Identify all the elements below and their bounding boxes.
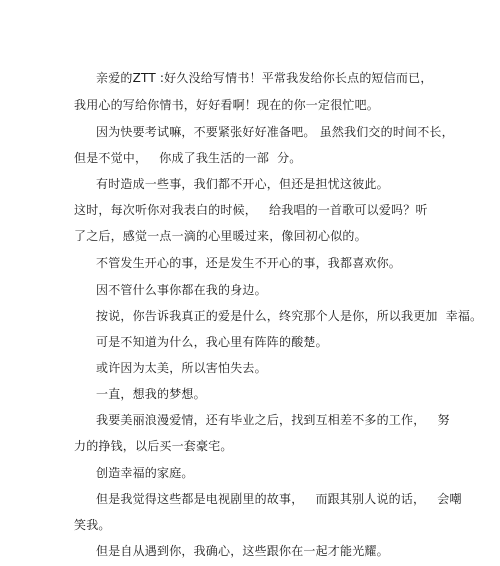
letter-line-3: 因为快要考试嘛，不要紧张好好准备吧。 虽然我们交的时间不长， [96, 125, 454, 139]
letter-line-10: 按说，你告诉我真正的爱是什么，终究那个人是你，所以我更加 幸福。 [96, 309, 483, 323]
letter-line-9: 因不管什么事你都在我的身边。 [96, 283, 267, 297]
letter-line-11: 可是不知道为什么，我心里有阵阵的酸楚。 [96, 335, 328, 349]
letter-line-2: 我用心的写给你情书，好好看啊！现在的你一定很忙吧。 [74, 98, 380, 112]
letter-line-17: 但是我觉得这些都是电视剧里的故事， 而跟其别人说的话， 会嘲 [96, 492, 462, 506]
letter-line-1: 亲爱的ZTT :好久没给写情书！平常我发给你长点的短信而已， [96, 71, 433, 85]
letter-line-12: 或许因为太美，所以害怕失去。 [96, 361, 267, 375]
letter-line-13: 一直，想我的梦想。 [96, 387, 206, 401]
letter-line-8: 不管发生开心的事，还是发生不开心的事，我都喜欢你。 [96, 256, 402, 270]
letter-line-14: 我要美丽浪漫爱情，还有毕业之后，找到互相差不多的工作， 努 [96, 413, 450, 427]
letter-line-18: 笑我。 [74, 518, 111, 532]
letter-line-16: 创造幸福的家庭。 [96, 466, 194, 480]
letter-line-19: 但是自从遇到你，我确心，这些跟你在一起才能光耀。 [96, 544, 389, 558]
letter-line-4: 但是不觉中， 你成了我生活的一部 分。 [74, 151, 302, 165]
letter-line-6: 这时，每次听你对我表白的时候， 给我唱的一首歌可以爱吗？听 [74, 203, 428, 217]
letter-line-5: 有时造成一些事，我们都不开心，但还是担忧这彼此。 [96, 177, 389, 191]
letter-line-7: 了之后，感觉一点一滴的心里暖过来，像回初心似的。 [74, 229, 367, 243]
letter-line-15: 力的挣钱，以后买一套豪宅。 [74, 439, 233, 453]
